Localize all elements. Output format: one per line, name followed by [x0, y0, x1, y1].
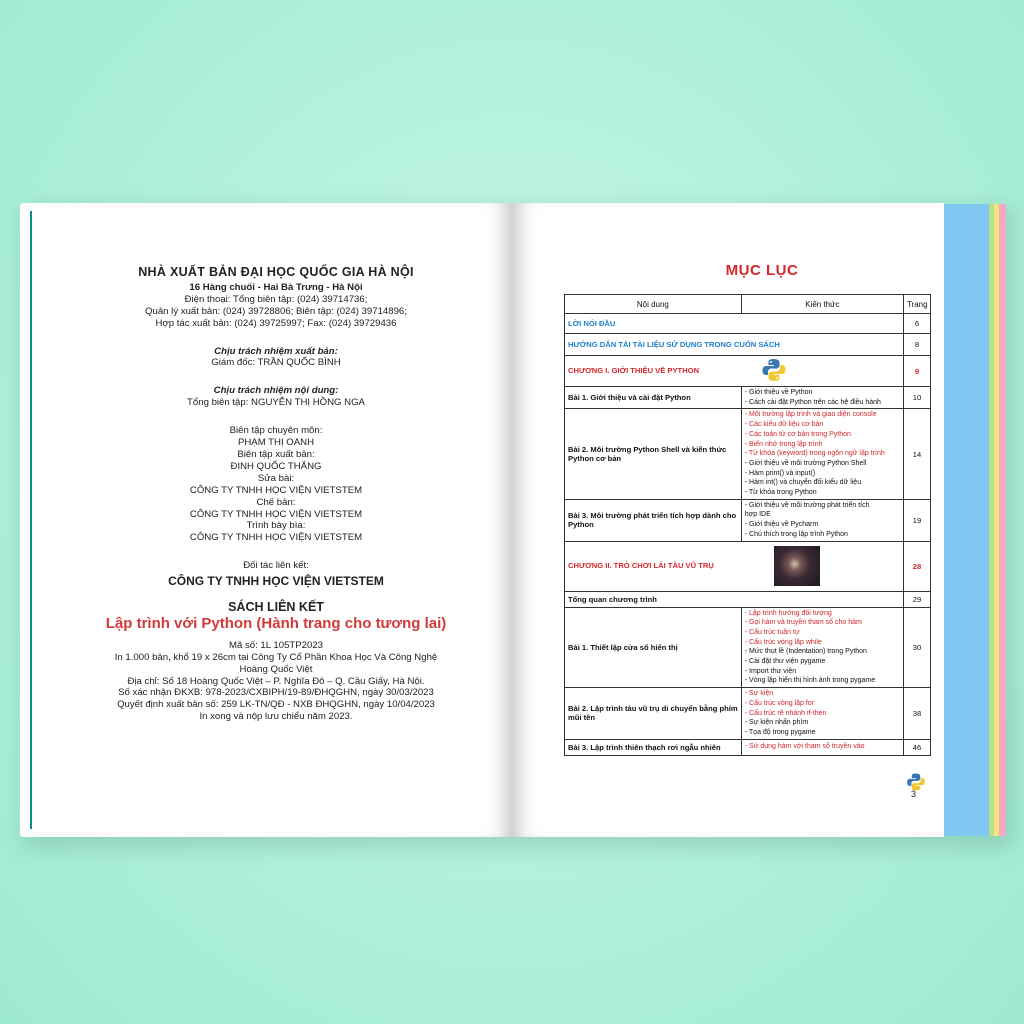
toc-page: 38: [903, 688, 930, 740]
knowledge-item: - Sự kiện: [744, 690, 774, 698]
table-row: [565, 607, 931, 688]
partner-name: CÔNG TY TNHH HỌC VIỆN VIETSTEM: [168, 574, 384, 589]
knowledge-item: - Giới thiệu về Python: [744, 389, 813, 396]
knowledge-item: - Cấu trúc vòng lặp for: [744, 699, 815, 707]
imprint-line: Số xác nhận ĐKXB: 978-2023/CXBIPH/19-89/ĐHQGHN, ngày 30/03/2023: [118, 687, 434, 699]
knowledge-item: - Import thư viện: [744, 667, 797, 675]
knowledge-item: - Chú thích trong lập trình Python: [744, 530, 848, 538]
toc-entry: CHƯƠNG I. GIỚI THIỆU VỀ PYTHON: [568, 366, 700, 375]
imprint-line: Hoàng Quốc Việt: [239, 663, 313, 675]
knowledge-item: - Cấu trúc rẽ nhánh if-then: [744, 709, 827, 717]
toc-title: MỤC LỤC: [725, 262, 799, 279]
credit-line: ĐINH QUỐC THẮNG: [230, 460, 322, 472]
knowledge-item: - Từ khóa (keyword) trong ngôn ngữ lập trình: [744, 450, 885, 458]
toc-page: 14: [903, 409, 930, 499]
credit-line: Biên tập chuyên môn:: [229, 425, 323, 437]
knowledge-item: - Cài đặt thư viện pygame: [744, 658, 826, 666]
linked-book-label: SÁCH LIÊN KẾT: [228, 600, 324, 615]
table-row: [565, 688, 931, 740]
page-edge-tab-blue: [944, 204, 989, 836]
series-title: Lập trình với Python (Hành trang cho tương lai): [105, 614, 447, 632]
publishing-responsibility-label: Chịu trách nhiệm xuất bản:: [214, 345, 338, 357]
colophon: [40, 267, 512, 723]
knowledge-item: hợp IDE: [744, 511, 771, 519]
toc-page: 46: [903, 739, 930, 755]
toc-header-row: [565, 295, 931, 314]
page-edge-tab-pink: [999, 204, 1006, 836]
toc-knowledge: [741, 607, 903, 688]
table-row: [565, 739, 931, 755]
galaxy-image: [774, 546, 820, 586]
imprint-line: In xong và nộp lưu chiểu năm 2023.: [199, 711, 353, 723]
toc-page: 28: [903, 541, 930, 591]
knowledge-item: - Lập trình hướng đối tượng: [744, 609, 832, 617]
knowledge-item: - Các kiểu dữ liệu cơ bản: [744, 421, 824, 429]
credit-line: Chế bản:: [256, 496, 296, 508]
knowledge-item: - Giới thiệu về môi trường Python Shell: [744, 459, 867, 467]
knowledge-item: - Vòng lặp hiển thị hình ảnh trong pygame: [744, 677, 876, 685]
knowledge-item: - Cấu trúc tuần tự: [744, 628, 800, 636]
toc-page: 6: [903, 314, 930, 334]
col-header-page: Trang: [903, 295, 930, 314]
imprint-line: Quyết định xuất bản số: 259 LK-TN/QĐ - NXB ĐHQGHN, ngày 10/04/2023: [117, 699, 435, 711]
toc-chapter-cell: [565, 541, 904, 591]
credit-line: PHẠM THỊ OANH: [237, 437, 315, 449]
knowledge-item: - Mức thụt lề (Indentation) trong Python: [744, 648, 867, 656]
credit-line: Sửa bài:: [257, 472, 295, 484]
toc-entry: Bài 1. Giới thiệu và cài đặt Python: [565, 387, 742, 409]
table-row: [565, 334, 931, 356]
knowledge-item: - Cấu trúc vòng lặp while: [744, 638, 822, 646]
knowledge-item: - Giới thiệu về môi trường phát triển tích: [744, 501, 870, 509]
toc-entry: Bài 2. Môi trường Python Shell và kiến thức Python cơ bản: [565, 409, 742, 499]
table-row: [565, 591, 931, 607]
knowledge-item: - Từ khóa trong Python: [744, 489, 817, 497]
page-number: 3: [911, 789, 917, 799]
credit-line: CÔNG TY TNHH HỌC VIỆN VIETSTEM: [189, 508, 363, 520]
imprint-line: In 1.000 bản, khổ 19 x 26cm tại Công Ty Cổ Phần Khoa Học Và Công Nghệ: [114, 651, 438, 663]
partner-label: Đối tác liên kết:: [243, 560, 309, 572]
toc-knowledge: [741, 387, 903, 409]
table-row: [565, 499, 931, 541]
credit-line: CÔNG TY TNHH HỌC VIỆN VIETSTEM: [189, 532, 363, 544]
knowledge-item: - Sử dụng hàm với tham số truyền vào: [744, 743, 865, 751]
contact-line: Hợp tác xuất bản: (024) 39725997; Fax: (024) 39729436: [155, 317, 397, 329]
toc-entry: Bài 3. Môi trường phát triển tích hợp dành cho Python: [565, 499, 742, 541]
toc-page: 9: [903, 356, 930, 387]
toc-entry: Bài 1. Thiết lập cửa sổ hiển thị: [565, 607, 742, 688]
publishing-responsibility: Giám đốc: TRẦN QUỐC BÌNH: [211, 357, 341, 369]
python-logo-icon: [761, 357, 787, 385]
knowledge-item: - Sự kiện nhấn phím: [744, 719, 809, 727]
content-responsibility: Tổng biên tập: NGUYỄN THỊ HỒNG NGA: [187, 397, 365, 409]
table-row: [565, 314, 931, 334]
toc-knowledge: [741, 739, 903, 755]
toc-entry: Bài 3. Lập trình thiên thạch rơi ngẫu nhiên: [565, 739, 742, 755]
toc-knowledge: [741, 409, 903, 499]
toc-entry: Bài 2. Lập trình tàu vũ trụ di chuyển bằng phím mũi tên: [565, 688, 742, 740]
toc-page: 10: [903, 387, 930, 409]
knowledge-item: - Cách cài đặt Python trên các hệ điều hành: [744, 398, 881, 406]
publisher-name: NHÀ XUẤT BẢN ĐẠI HỌC QUỐC GIA HÀ NỘI: [138, 265, 414, 279]
contact-line: Quản lý xuất bản: (024) 39728806; Biên tập: (024) 39714896;: [145, 305, 407, 317]
knowledge-item: - Giới thiệu về Pycharm: [744, 521, 819, 529]
knowledge-item: - Hàm int() và chuyển đổi kiểu dữ liệu: [744, 479, 862, 487]
toc-page: 30: [903, 607, 930, 688]
content-responsibility-label: Chịu trách nhiệm nội dung:: [213, 385, 339, 397]
knowledge-item: - Tọa độ trong pygame: [744, 728, 816, 736]
table-row: [565, 541, 931, 591]
table-row: [565, 409, 931, 499]
toc-page: 8: [903, 334, 930, 356]
toc-table: [564, 294, 931, 756]
publisher-address: 16 Hàng chuối - Hai Bà Trưng - Hà Nội: [189, 281, 363, 293]
credit-line: Biên tập xuất bản:: [237, 448, 315, 460]
credit-line: Trình bày bìa:: [246, 520, 306, 532]
contact-line: Điện thoại: Tổng biên tập: (024) 39714736;: [184, 293, 368, 305]
left-page-edge: [30, 211, 32, 829]
toc-entry: LỜI NÓI ĐẦU: [565, 314, 904, 334]
imprint-line: Địa chỉ: Số 18 Hoàng Quốc Việt – P. Nghĩa Đô – Q. Cầu Giấy, Hà Nội.: [127, 675, 425, 687]
toc-entry: Tổng quan chương trình: [565, 591, 904, 607]
col-header-knowledge: Kiến thức: [741, 295, 903, 314]
toc-knowledge: [741, 499, 903, 541]
toc-knowledge: [741, 688, 903, 740]
col-header-content: Nội dung: [565, 295, 742, 314]
table-row: [565, 387, 931, 409]
credit-line: CÔNG TY TNHH HỌC VIỆN VIETSTEM: [189, 484, 363, 496]
imprint-line: Mã số: 1L 105TP2023: [228, 639, 324, 651]
knowledge-item: - Các toán tử cơ bản trong Python: [744, 430, 851, 438]
knowledge-item: - Gọi hàm và truyền tham số cho hàm: [744, 619, 862, 627]
toc-chapter-cell: [565, 356, 904, 387]
table-row: [565, 356, 931, 387]
knowledge-item: - Môi trường lập trình và giao diện console: [744, 411, 877, 419]
toc-page: 29: [903, 591, 930, 607]
toc-entry: CHƯƠNG II. TRÒ CHƠI LÁI TÀU VŨ TRỤ: [568, 561, 714, 571]
toc-page: 19: [903, 499, 930, 541]
toc-entry: HƯỚNG DẪN TẢI TÀI LIỆU SỬ DỤNG TRONG CUỐN SÁCH: [565, 334, 904, 356]
knowledge-item: - Biến nhớ trong lập trình: [744, 440, 823, 448]
knowledge-item: - Hàm print() và input(): [744, 469, 816, 477]
